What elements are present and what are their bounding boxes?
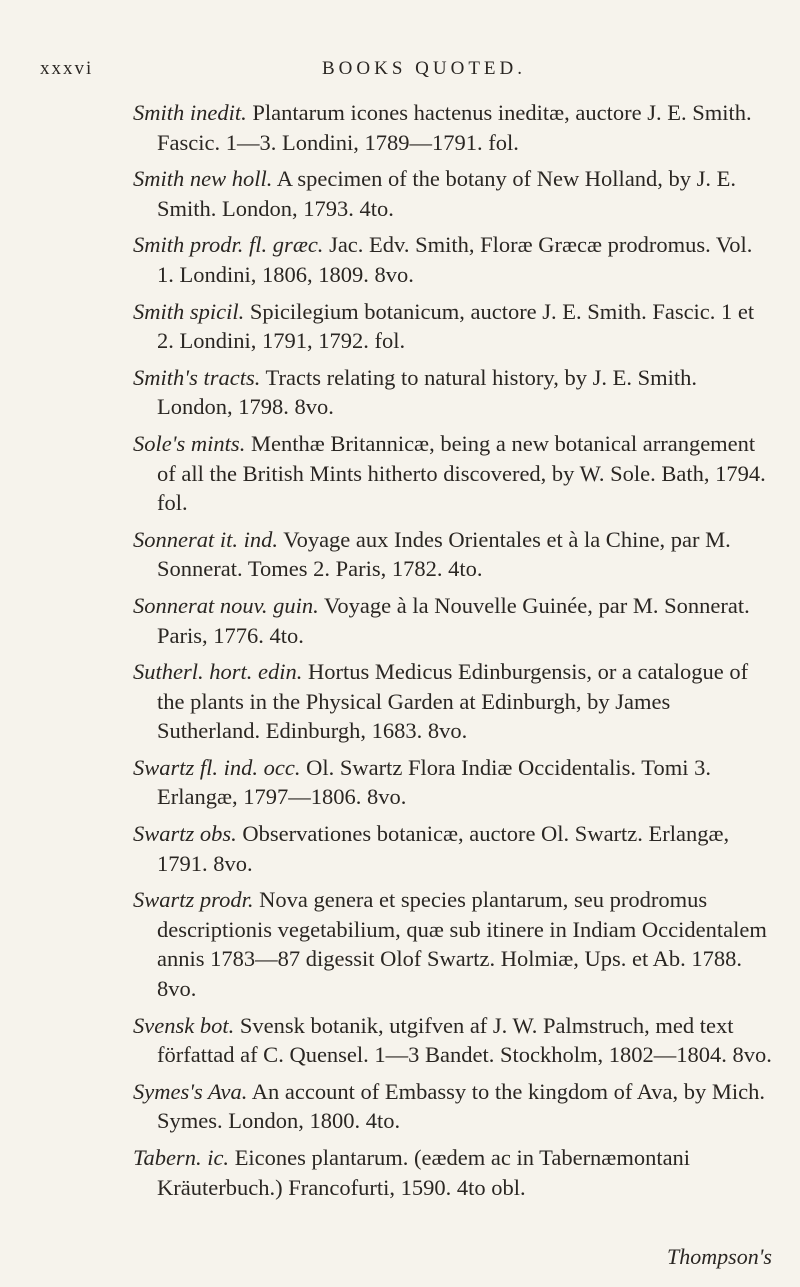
entry-text: Spicilegium botanicum, auctore J. E. Smith. Fascic. 1 et 2. Londini, 1791, 1792. fol. [157,298,755,354]
bibliography-entry [133,657,773,746]
bibliography-entry [133,98,773,157]
entry-text: A specimen of the botany of New Holland, by J. E. Smith. London, 1793. 4to. [157,166,737,221]
page-number: xxxvi [40,58,94,79]
entry-abbreviation: Sutherl. hort. edin. [133,659,303,685]
bibliography-entry [133,1077,773,1136]
bibliography-entry [133,591,773,650]
bibliography-entry [133,429,773,518]
entry-abbreviation: Smith inedit. [133,100,247,125]
entry-text: Menthæ Britannicæ, being a new botanical arrangement of all the British Mints hitherto discovered, by W. Sole. Bath, 1794. fol. [157,430,766,516]
entry-abbreviation: Smith new holl. [133,166,273,192]
entry-text: Nova genera et species plantarum, seu prodromus descriptionis vegetabilium, quæ sub itinere in Indiam Occidentalem annis 1783—87 digessit Olof Swartz. Holmiæ, Ups. et Ab. 1788. 8vo. [157,887,767,1002]
running-head: BOOKS QUOTED. [322,58,526,79]
entry-abbreviation: Swartz fl. ind. occ. [133,754,301,780]
entry-abbreviation: Swartz prodr. [133,887,254,913]
entry-text: Voyage à la Nouvelle Guinée, par M. Sonnerat. Paris, 1776. 4to. [157,592,750,648]
entry-abbreviation: Sonnerat it. ind. [133,526,278,552]
catchword: Thompson's [667,1244,772,1269]
entry-text: Observationes botanicæ, auctore Ol. Swartz. Erlangæ, 1791. 8vo. [157,821,730,876]
entry-abbreviation: Svensk bot. [133,1012,235,1038]
bibliography-entry [133,230,773,289]
entry-text: Hortus Medicus Edinburgensis, or a catalogue of the plants in the Physical Garden at Edinburgh, by James Sutherland. Edinburgh, 1683. 8vo. [157,659,749,744]
bibliography-entry [133,525,773,584]
entry-text: Eicones plantarum. (eædem ac in Tabernæmontani Kräuterbuch.) Francofurti, 1590. 4to obl. [157,1145,691,1200]
entry-abbreviation: Symes's Ava. [133,1078,248,1104]
entry-abbreviation: Swartz obs. [133,821,237,847]
entry-abbreviation: Sonnerat nouv. guin. [133,592,319,618]
bibliography-entry [133,297,773,356]
entry-abbreviation: Smith prodr. fl. græc. [133,232,324,258]
entry-text: An account of Embassy to the kingdom of Ava, by Mich. Symes. London, 1800. 4to. [157,1078,766,1134]
bibliography-entry [133,819,773,878]
entry-text: Voyage aux Indes Orientales et à la Chine, par M. Sonnerat. Tomes 2. Paris, 1782. 4to. [157,526,731,582]
bibliography-entry [133,753,773,812]
bibliography-entry [133,363,773,422]
entry-text: Jac. Edv. Smith, Floræ Græcæ prodromus. Vol. 1. Londini, 1806, 1809. 8vo. [157,232,753,287]
entry-text: Tracts relating to natural history, by J. E. Smith. London, 1798. 8vo. [157,364,697,420]
entry-abbreviation: Tabern. ic. [133,1145,230,1170]
bibliography-entry [133,885,773,1003]
entry-text: Ol. Swartz Flora Indiæ Occidentalis. Tomi 3. Erlangæ, 1797—1806. 8vo. [157,754,711,810]
entry-abbreviation: Smith's tracts. [133,364,261,390]
entry-abbreviation: Sole's mints. [133,430,246,456]
bibliography-entry [133,1143,773,1202]
bibliography-entry [133,164,773,223]
bibliography-entry [133,1011,773,1070]
bibliography-list [133,98,773,1209]
entry-abbreviation: Smith spicil. [133,298,245,324]
entry-text: Plantarum icones hactenus ineditæ, auctore J. E. Smith. Fascic. 1—3. Londini, 1789—1791. fol. [157,100,752,155]
entry-text: Svensk botanik, utgifven af J. W. Palmstruch, med text författad af C. Quensel. 1—3 Bandet. Stockholm, 1802—1804. 8vo. [157,1012,772,1068]
